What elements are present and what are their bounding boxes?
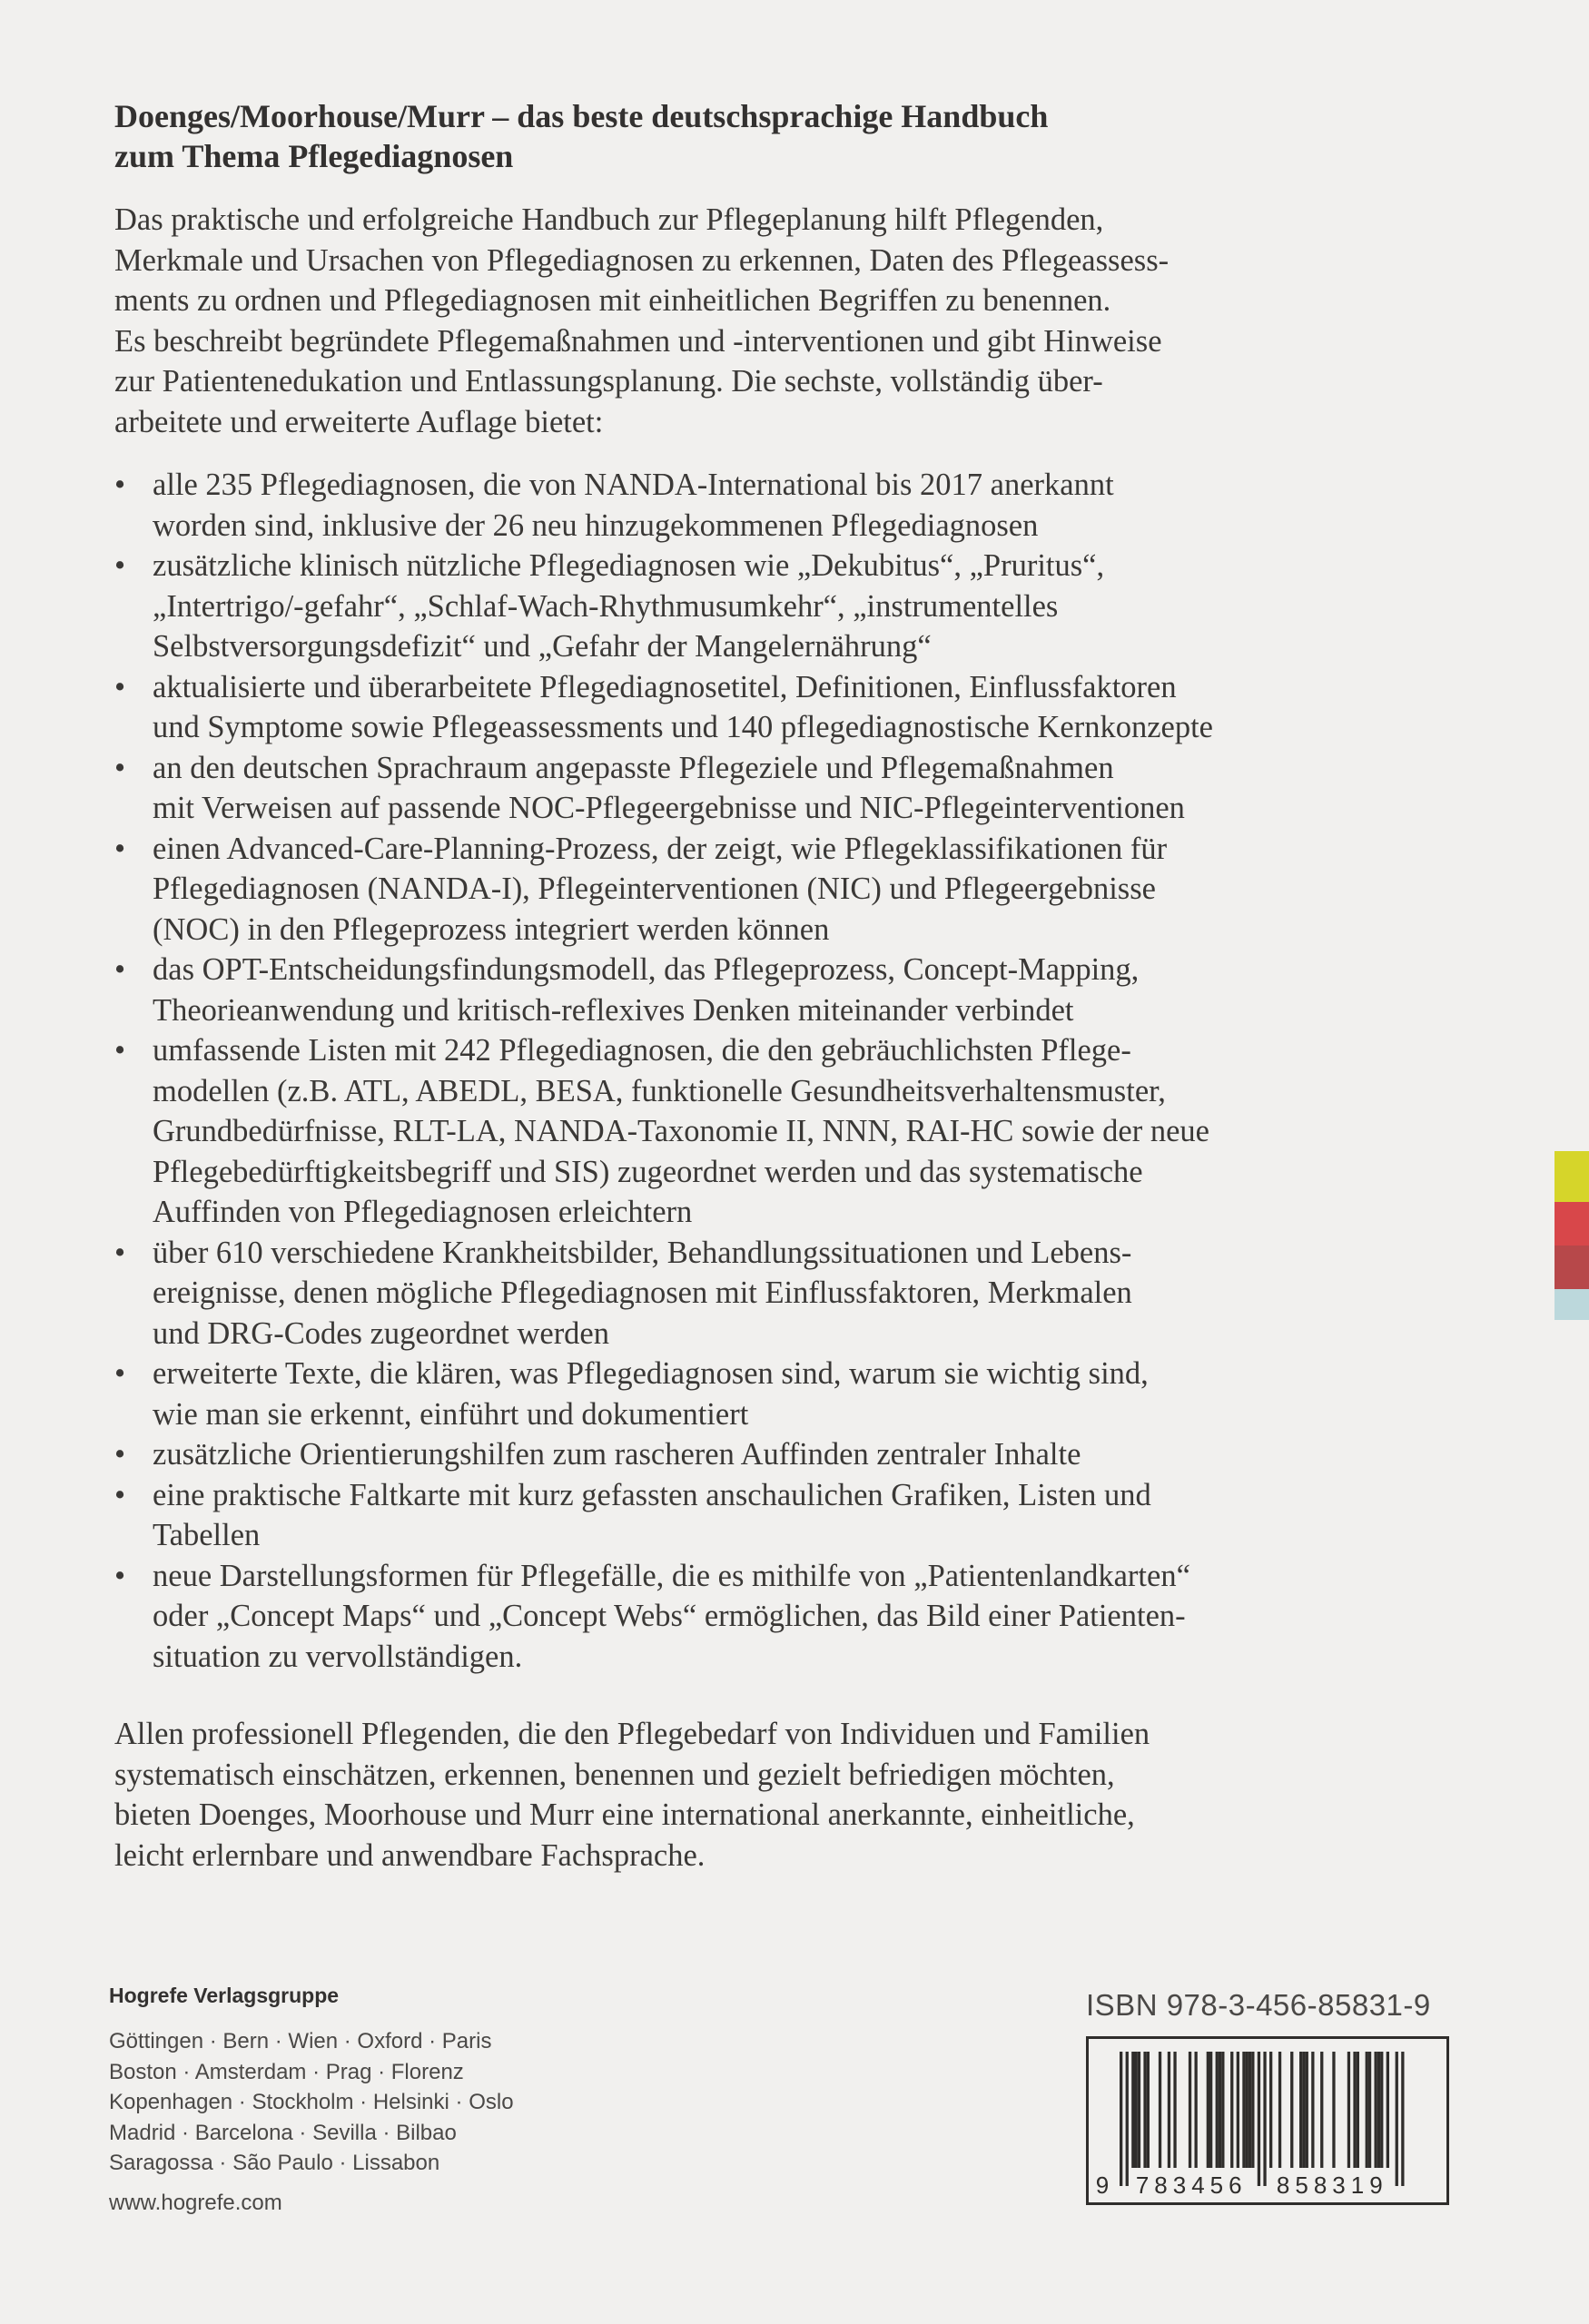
feature-item [114,667,1367,748]
barcode-bar [1377,2052,1380,2168]
color-tab-light-blue [1554,1289,1589,1320]
feature-item [114,1354,1367,1434]
barcode-bar [1195,2052,1198,2168]
barcode-bar [1143,2052,1146,2168]
barcode-bar [1401,2052,1404,2186]
bullet-marker: • [114,1558,126,1593]
headline-line-1: Doenges/Moorhouse/Murr – das beste deutschsprachige Handbuch [114,98,1049,134]
color-tab-yellow [1554,1151,1589,1202]
feature-item [114,829,1367,950]
barcode-bar [1302,2052,1305,2168]
barcode-bar [1299,2052,1302,2168]
publisher-city-line: Madrid · Barcelona · Sevilla · Bilbao [109,2120,457,2145]
feature-item-line: zusätzliche klinisch nützliche Pflegediagnosen wie „Dekubitus“, „Pruritus“, [153,548,1105,583]
feature-item-line: alle 235 Pflegediagnosen, die von NANDA-International bis 2017 anerkannt [153,468,1114,502]
barcode-bar [1320,2052,1323,2168]
barcode-bar [1230,2052,1233,2168]
barcode-bar [1138,2052,1140,2168]
barcode-bar [1189,2052,1191,2168]
feature-item [114,1556,1367,1678]
barcode-digits: 858319 [1276,2171,1388,2199]
feature-item [114,1475,1367,1556]
bullet-marker: • [114,1235,126,1270]
barcode-bar [1251,2052,1254,2168]
feature-item-line: einen Advanced-Care-Planning-Prozess, der zeigt, wie Pflegeklassifikationen für [153,831,1168,866]
barcode-bar [1216,2052,1219,2168]
color-tab-red [1554,1202,1589,1246]
color-tab-strip [1554,1151,1589,1320]
feature-item-line: Pflegediagnosen (NANDA-I), Pflegeinterventionen (NIC) und Pflegeergebnisse [153,872,1156,906]
closing-line: systematisch einschätzen, erkennen, benennen und gezielt befriedigen möchten, [114,1757,1115,1792]
barcode-bar [1219,2052,1221,2168]
bullet-marker: • [114,468,126,502]
feature-item [114,950,1367,1030]
feature-item-line: oder „Concept Maps“ und „Concept Webs“ ermöglichen, das Bild einer Patienten- [153,1599,1186,1633]
barcode-bar [1258,2052,1260,2186]
closing-line: bieten Doenges, Moorhouse und Murr eine international anerkannte, einheitliche, [114,1797,1135,1832]
feature-item-line: zusätzliche Orientierungshilfen zum rascheren Auffinden zentraler Inhalte [153,1437,1081,1472]
bullet-marker: • [114,1033,126,1068]
feature-item-line: Grundbedürfnisse, RLT-LA, NANDA-Taxonomie II, NNN, RAI-HC sowie der neue [153,1114,1209,1148]
barcode-bar [1368,2052,1371,2168]
intro-paragraph [114,200,1249,442]
feature-item-line: „Intertrigo/-gefahr“, „Schlaf-Wach-Rhythmusumkehr“, „instrumentelles [153,588,1059,624]
bullet-marker: • [114,1437,126,1472]
intro-line: Es beschreibt begründete Pflegemaßnahmen und -interventionen und gibt Hinweise [114,323,1162,359]
feature-item [114,465,1367,546]
barcode-bar [1131,2052,1134,2168]
publisher-cities [109,2026,654,2179]
intro-line: ments zu ordnen und Pflegediagnosen mit einheitlichen Begriffen zu benennen. [114,283,1111,318]
feature-item-line: ereignisse, denen mögliche Pflegediagnosen mit Einflussfaktoren, Merkmalen [153,1275,1132,1310]
barcode-bar [1147,2052,1150,2168]
feature-item-line: Auffinden von Pflegediagnosen erleichtern [153,1195,693,1229]
barcode-bar [1173,2052,1176,2168]
barcode-bar [1263,2052,1266,2186]
publisher-name: Hogrefe Verlagsgruppe [109,1984,340,2007]
barcode-digits: 9 [1095,2171,1115,2199]
barcode-bar [1311,2052,1314,2168]
feature-item-line: und Symptome sowie Pflegeassessments und 140 pflegediagnostische Kernkonzepte [153,710,1213,744]
feature-item-line: worden sind, inklusive der 26 neu hinzugekommenen Pflegediagnosen [153,507,1039,543]
barcode-bar [1347,2052,1350,2168]
bullet-marker: • [114,548,126,583]
headline-line-2: zum Thema Pflegediagnosen [114,138,514,174]
barcode-bar [1242,2052,1245,2168]
publisher-website-link[interactable]: www.hogrefe.com [109,2191,282,2215]
feature-item-line: modellen (z.B. ATL, ABEDL, BESA, funktionelle Gesundheitsverhaltensmuster, [153,1073,1166,1108]
feature-item-line: Theorieanwendung und kritisch-reflexives Denken miteinander verbindet [153,992,1074,1028]
barcode-bar [1248,2052,1251,2168]
feature-item-line: (NOC) in den Pflegeprozess integriert werden können [153,911,830,947]
bullet-marker: • [114,669,126,704]
closing-line: Allen professionell Pflegenden, die den Pflegebedarf von Individuen und Familien [114,1717,1150,1751]
bullet-marker: • [114,750,126,785]
headline [114,96,1440,176]
feature-item-line: aktualisierte und überarbeitete Pflegediagnosetitel, Definitionen, Einflussfaktoren [153,669,1177,704]
barcode-bar [1135,2052,1138,2168]
barcode-bar [1209,2052,1212,2168]
bullet-marker: • [114,1356,126,1391]
barcode-bar [1120,2052,1122,2186]
barcode-bar [1332,2052,1335,2168]
bullet-marker: • [114,1477,126,1512]
barcode-graphic [1089,2039,1446,2202]
bullet-marker: • [114,952,126,987]
isbn-barcode [1086,2036,1449,2205]
barcode-bar [1126,2052,1129,2186]
feature-item-line: über 610 verschiedene Krankheitsbilder, Behandlungssituationen und Lebens- [153,1235,1132,1270]
feature-item-line: Pflegebedürftigkeitsbegriff und SIS) zugeordnet werden und das systematische [153,1154,1143,1189]
intro-line: Merkmale und Ursachen von Pflegediagnosen zu erkennen, Daten des Pflegeassess- [114,242,1170,278]
publisher-city-line: Boston · Amsterdam · Prag · Florenz [109,2059,464,2084]
publisher-city-line: Göttingen · Bern · Wien · Oxford · Paris [109,2029,492,2053]
barcode-bar [1237,2052,1239,2168]
feature-item-line: und DRG-Codes zugeordnet werden [153,1315,609,1351]
feature-item [114,1434,1367,1475]
feature-list [114,465,1367,1677]
barcode-bar [1159,2052,1161,2168]
feature-item-line: wie man sie erkennt, einführt und dokumentiert [153,1396,749,1432]
feature-item-line: das OPT-Entscheidungsfindungsmodell, das Pflegeprozess, Concept-Mapping, [153,952,1140,987]
feature-item [114,546,1367,667]
barcode-bar [1207,2052,1209,2168]
barcode-bar [1290,2052,1293,2168]
barcode-bar [1353,2052,1356,2168]
feature-item-line: Tabellen [153,1518,261,1552]
feature-item-line: an den deutschen Sprachraum angepasste Pflegeziele und Pflegemaßnahmen [153,750,1114,785]
barcode-bar [1387,2052,1389,2168]
barcode-digits: 783456 [1135,2171,1248,2199]
feature-item [114,1233,1367,1354]
barcode-bar [1269,2052,1272,2168]
publisher-city-line: Saragossa · São Paulo · Lissabon [109,2151,440,2175]
publisher-city-line: Kopenhagen · Stockholm · Helsinki · Oslo [109,2090,514,2114]
feature-item [114,748,1367,829]
feature-item-line: eine praktische Faltkarte mit kurz gefassten anschaulichen Grafiken, Listen und [153,1477,1151,1512]
barcode-bar [1396,2052,1398,2186]
feature-item-line: erweiterte Texte, die klären, was Pflegediagnosen sind, warum sie wichtig sind, [153,1356,1149,1391]
feature-item-line: neue Darstellungsformen für Pflegefälle, die es mithilfe von „Patientenlandkarten“ [153,1558,1190,1593]
barcode-bar [1375,2052,1377,2168]
barcode-bar [1306,2052,1308,2168]
feature-item-line: Selbstversorgungsdefizit“ und „Gefahr der Mangelernährung“ [153,629,932,664]
intro-line: arbeitete und erweiterte Auflage bietet: [114,404,604,439]
color-tab-dark-red [1554,1246,1589,1289]
intro-line: Das praktische und erfolgreiche Handbuch zur Pflegeplanung hilft Pflegenden, [114,202,1104,237]
isbn-label: ISBN 978-3-456-85831-9 [1086,1988,1431,2022]
feature-item-line: mit Verweisen auf passende NOC-Pflegeergebnisse und NIC-Pflegeinterventionen [153,791,1185,825]
feature-item-line: umfassende Listen mit 242 Pflegediagnosen, die den gebräuchlichsten Pflege- [153,1033,1131,1068]
closing-line: leicht erlernbare und anwendbare Fachsprache. [114,1837,706,1873]
feature-item [114,1030,1367,1233]
closing-paragraph [114,1714,1295,1876]
barcode-bar [1380,2052,1383,2168]
feature-item-line: situation zu vervollständigen. [153,1639,523,1674]
bullet-marker: • [114,831,126,866]
barcode-bar [1366,2052,1368,2168]
publisher-block [109,1982,654,2179]
intro-line: zur Patientenedukation und Entlassungsplanung. Die sechste, vollständig über- [114,364,1103,399]
barcode-bar [1221,2052,1224,2168]
barcode-bar [1278,2052,1281,2168]
barcode-bar [1357,2052,1359,2168]
barcode-bar [1168,2052,1170,2168]
barcode-bar [1246,2052,1248,2168]
